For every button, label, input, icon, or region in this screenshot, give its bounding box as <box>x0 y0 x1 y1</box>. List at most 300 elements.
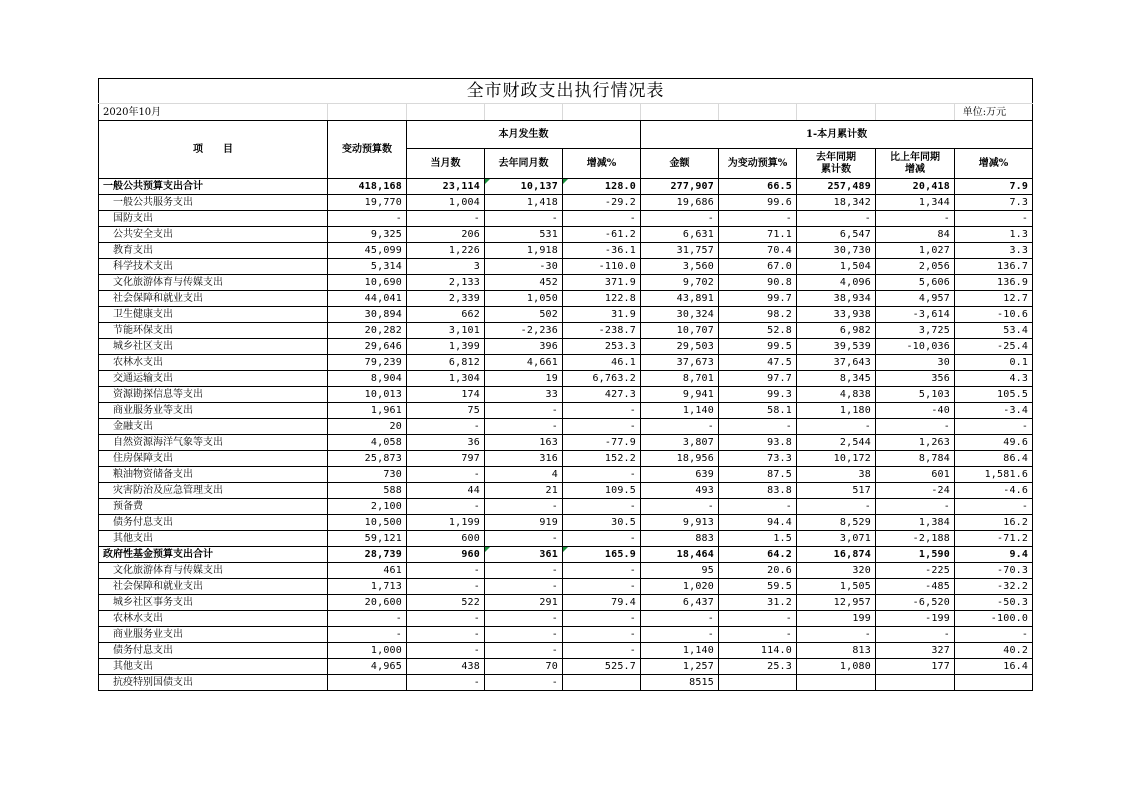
cell-value: - <box>719 627 797 643</box>
cell-value: 371.9 <box>563 275 641 291</box>
cell-value: 883 <box>641 531 719 547</box>
table-row <box>99 419 1033 435</box>
unit-label: 单位:万元 <box>955 104 1033 121</box>
cell-value: 461 <box>328 563 407 579</box>
cell-value: 1,504 <box>797 259 876 275</box>
cell-value: 20,600 <box>328 595 407 611</box>
cell-value: 601 <box>876 467 955 483</box>
cell-value: - <box>328 211 407 227</box>
table-row <box>99 483 1033 499</box>
cell-value: 94.4 <box>719 515 797 531</box>
cell-value: 438 <box>407 659 485 675</box>
cell-value: 30,730 <box>797 243 876 259</box>
cell-value: 4,957 <box>876 291 955 307</box>
cell-value: 66.5 <box>719 179 797 195</box>
cell-value: 16,874 <box>797 547 876 563</box>
cell-value: 10,137 <box>485 179 563 195</box>
cell-value: 19,686 <box>641 195 719 211</box>
cell-value: 639 <box>641 467 719 483</box>
cell-value: 1,918 <box>485 243 563 259</box>
cell-value: - <box>797 419 876 435</box>
cell-value: -238.7 <box>563 323 641 339</box>
cell-value: 43,891 <box>641 291 719 307</box>
cell-value: 12.7 <box>955 291 1033 307</box>
cell-value: -2,236 <box>485 323 563 339</box>
row-label: 一般公共预算支出合计 <box>99 179 328 195</box>
cell-value: 174 <box>407 387 485 403</box>
cell-value: - <box>641 211 719 227</box>
cell-value: 502 <box>485 307 563 323</box>
table-row <box>99 611 1033 627</box>
cell-value: - <box>485 531 563 547</box>
table-row <box>99 595 1033 611</box>
cell-value: 18,342 <box>797 195 876 211</box>
cell-value: 86.4 <box>955 451 1033 467</box>
table-row <box>99 659 1033 675</box>
cell-value: 38 <box>797 467 876 483</box>
row-label: 其他支出 <box>99 531 328 547</box>
cell-value: -199 <box>876 611 955 627</box>
cell-value: 427.3 <box>563 387 641 403</box>
cell-value: 6,982 <box>797 323 876 339</box>
cell-value: 20,418 <box>876 179 955 195</box>
cell-value: -25.4 <box>955 339 1033 355</box>
cell-value: -100.0 <box>955 611 1033 627</box>
header-month-last-year: 去年同月数 <box>485 149 563 179</box>
cell-value: 257,489 <box>797 179 876 195</box>
row-label: 其他支出 <box>99 659 328 675</box>
cell-value <box>955 675 1033 691</box>
cell-value: - <box>328 611 407 627</box>
row-label: 文化旅游体育与传媒支出 <box>99 563 328 579</box>
row-label: 国防支出 <box>99 211 328 227</box>
cell-value: - <box>485 403 563 419</box>
table-total-row <box>99 547 1033 563</box>
cell-value: 30,894 <box>328 307 407 323</box>
cell-value: 25,873 <box>328 451 407 467</box>
header-budget: 变动预算数 <box>328 121 407 179</box>
cell-value: -3.4 <box>955 403 1033 419</box>
cell-value: 44 <box>407 483 485 499</box>
header-item: 项 目 <box>99 121 328 179</box>
cell-value: 31.9 <box>563 307 641 323</box>
cell-value: 1,050 <box>485 291 563 307</box>
cell-value: 136.7 <box>955 259 1033 275</box>
cell-value: -77.9 <box>563 435 641 451</box>
row-label: 金融支出 <box>99 419 328 435</box>
cell-value: - <box>485 675 563 691</box>
cell-value: 98.2 <box>719 307 797 323</box>
cell-value: 83.8 <box>719 483 797 499</box>
cell-value: 93.8 <box>719 435 797 451</box>
cell-value: 662 <box>407 307 485 323</box>
cell-value: 2,544 <box>797 435 876 451</box>
cell-value: - <box>485 563 563 579</box>
table-row <box>99 451 1033 467</box>
cell-value: 40.2 <box>955 643 1033 659</box>
cell-value: -225 <box>876 563 955 579</box>
cell-value: 28,739 <box>328 547 407 563</box>
cell-value: 316 <box>485 451 563 467</box>
header-cum-diff: 比上年同期 增减 <box>876 149 955 179</box>
cell-value: 7.3 <box>955 195 1033 211</box>
cell-value: 6,812 <box>407 355 485 371</box>
row-label: 交通运输支出 <box>99 371 328 387</box>
cell-value: - <box>485 419 563 435</box>
cell-value: - <box>485 499 563 515</box>
row-label: 灾害防治及应急管理支出 <box>99 483 328 499</box>
cell-value: - <box>407 499 485 515</box>
table-row <box>99 627 1033 643</box>
row-label: 资源勘探信息等支出 <box>99 387 328 403</box>
cell-value: 53.4 <box>955 323 1033 339</box>
cell-value: 49.6 <box>955 435 1033 451</box>
cell-value: - <box>485 611 563 627</box>
cell-value: 277,907 <box>641 179 719 195</box>
cell-value: 36 <box>407 435 485 451</box>
cell-value: - <box>407 563 485 579</box>
cell-value: 87.5 <box>719 467 797 483</box>
cell-value: 58.1 <box>719 403 797 419</box>
cell-value: 253.3 <box>563 339 641 355</box>
table-row <box>99 275 1033 291</box>
cell-value: 327 <box>876 643 955 659</box>
row-label: 节能环保支出 <box>99 323 328 339</box>
table-row <box>99 307 1033 323</box>
row-label: 住房保障支出 <box>99 451 328 467</box>
cell-value: 44,041 <box>328 291 407 307</box>
row-label: 城乡社区事务支出 <box>99 595 328 611</box>
cell-value: 10,690 <box>328 275 407 291</box>
cell-value: -70.3 <box>955 563 1033 579</box>
cell-value: 199 <box>797 611 876 627</box>
table-row <box>99 675 1033 691</box>
cell-value: 19,770 <box>328 195 407 211</box>
cell-value: -61.2 <box>563 227 641 243</box>
cell-value: 2,056 <box>876 259 955 275</box>
cell-value: 20,282 <box>328 323 407 339</box>
cell-value: 1,713 <box>328 579 407 595</box>
table-row <box>99 387 1033 403</box>
cell-value: 73.3 <box>719 451 797 467</box>
row-label: 一般公共服务支出 <box>99 195 328 211</box>
cell-value: 525.7 <box>563 659 641 675</box>
cell-value: 30.5 <box>563 515 641 531</box>
cell-value: 84 <box>876 227 955 243</box>
cell-value: 3.3 <box>955 243 1033 259</box>
table-row <box>99 499 1033 515</box>
cell-value: - <box>641 611 719 627</box>
cell-value: - <box>485 579 563 595</box>
cell-value: 8,784 <box>876 451 955 467</box>
cell-value: 5,606 <box>876 275 955 291</box>
cell-value: - <box>563 643 641 659</box>
cell-value: 12,957 <box>797 595 876 611</box>
cell-value: 4,058 <box>328 435 407 451</box>
cell-value: 4,965 <box>328 659 407 675</box>
cell-value: 29,646 <box>328 339 407 355</box>
cell-value: - <box>485 643 563 659</box>
cell-value: 19 <box>485 371 563 387</box>
cell-value: 0.1 <box>955 355 1033 371</box>
table-row <box>99 563 1033 579</box>
cell-value: - <box>563 627 641 643</box>
cell-value: 20.6 <box>719 563 797 579</box>
cell-value: - <box>876 627 955 643</box>
cell-value: 4 <box>485 467 563 483</box>
cell-value: - <box>955 211 1033 227</box>
header-month-change: 增减% <box>563 149 641 179</box>
header-cum-last-year: 去年同期 累计数 <box>797 149 876 179</box>
cell-value: 356 <box>876 371 955 387</box>
cell-value <box>876 675 955 691</box>
cell-value: 600 <box>407 531 485 547</box>
cell-value: 21 <box>485 483 563 499</box>
cell-value: 3,807 <box>641 435 719 451</box>
cell-value: - <box>719 611 797 627</box>
cell-value: 522 <box>407 595 485 611</box>
cell-value: 75 <box>407 403 485 419</box>
cell-value: - <box>955 627 1033 643</box>
cell-value: -29.2 <box>563 195 641 211</box>
cell-value: 9,941 <box>641 387 719 403</box>
cell-value: - <box>407 643 485 659</box>
header-cum-amount: 金额 <box>641 149 719 179</box>
cell-value: 1,961 <box>328 403 407 419</box>
cell-value: - <box>407 419 485 435</box>
cell-value: 1,581.6 <box>955 467 1033 483</box>
cell-value <box>797 675 876 691</box>
row-label: 预备费 <box>99 499 328 515</box>
cell-value: - <box>719 499 797 515</box>
cell-value: 396 <box>485 339 563 355</box>
cell-value: - <box>407 611 485 627</box>
cell-value: 33,938 <box>797 307 876 323</box>
cell-value: 9,702 <box>641 275 719 291</box>
cell-value: 6,547 <box>797 227 876 243</box>
cell-value: 10,172 <box>797 451 876 467</box>
cell-value: - <box>563 211 641 227</box>
cell-value: 8,529 <box>797 515 876 531</box>
cell-value: 1,000 <box>328 643 407 659</box>
cell-value: 18,956 <box>641 451 719 467</box>
table-row <box>99 403 1033 419</box>
table-row <box>99 323 1033 339</box>
cell-value: 128.0 <box>563 179 641 195</box>
cell-value: 20 <box>328 419 407 435</box>
cell-value: - <box>719 419 797 435</box>
cell-value: 47.5 <box>719 355 797 371</box>
expenditure-table <box>98 78 1033 691</box>
row-label: 社会保障和就业支出 <box>99 579 328 595</box>
cell-value: - <box>955 499 1033 515</box>
cell-value: -2,188 <box>876 531 955 547</box>
cell-value: 1,257 <box>641 659 719 675</box>
cell-value: 31.2 <box>719 595 797 611</box>
cell-value: 9,913 <box>641 515 719 531</box>
cell-value: -32.2 <box>955 579 1033 595</box>
cell-value: -6,520 <box>876 595 955 611</box>
cell-value: 2,133 <box>407 275 485 291</box>
table-row <box>99 259 1033 275</box>
cell-value: 59,121 <box>328 531 407 547</box>
cell-value: - <box>797 627 876 643</box>
cell-value: 1,180 <box>797 403 876 419</box>
cell-value: 2,339 <box>407 291 485 307</box>
header-cum-pct-budget: 为变动预算% <box>719 149 797 179</box>
cell-value: 10,707 <box>641 323 719 339</box>
row-label: 城乡社区支出 <box>99 339 328 355</box>
cell-value <box>563 675 641 691</box>
cell-value: -71.2 <box>955 531 1033 547</box>
cell-value: 1,004 <box>407 195 485 211</box>
cell-value: 39,539 <box>797 339 876 355</box>
cell-value: 1.3 <box>955 227 1033 243</box>
cell-value: -10,036 <box>876 339 955 355</box>
cell-value: - <box>563 611 641 627</box>
cell-value: 23,114 <box>407 179 485 195</box>
cell-value: 1,263 <box>876 435 955 451</box>
cell-value: 109.5 <box>563 483 641 499</box>
cell-value: - <box>876 419 955 435</box>
table-row <box>99 339 1033 355</box>
cell-value: 1.5 <box>719 531 797 547</box>
cell-value: 1,418 <box>485 195 563 211</box>
table-row <box>99 291 1033 307</box>
cell-value: 588 <box>328 483 407 499</box>
cell-value: 6,763.2 <box>563 371 641 387</box>
cell-value: 10,013 <box>328 387 407 403</box>
row-label: 债务付息支出 <box>99 643 328 659</box>
cell-value: - <box>563 403 641 419</box>
cell-value: 64.2 <box>719 547 797 563</box>
cell-value: 1,590 <box>876 547 955 563</box>
cell-value: 67.0 <box>719 259 797 275</box>
cell-value: - <box>407 627 485 643</box>
cell-value: -4.6 <box>955 483 1033 499</box>
cell-value: 1,505 <box>797 579 876 595</box>
cell-value: 1,020 <box>641 579 719 595</box>
cell-value: 99.7 <box>719 291 797 307</box>
cell-value: - <box>876 211 955 227</box>
cell-value: -50.3 <box>955 595 1033 611</box>
cell-value: 4,096 <box>797 275 876 291</box>
cell-value: 8,345 <box>797 371 876 387</box>
cell-value: 1,384 <box>876 515 955 531</box>
cell-value: - <box>563 419 641 435</box>
cell-value: 90.8 <box>719 275 797 291</box>
cell-value: 1,027 <box>876 243 955 259</box>
cell-value: 1,080 <box>797 659 876 675</box>
cell-value: 95 <box>641 563 719 579</box>
cell-value: 114.0 <box>719 643 797 659</box>
cell-value: 4.3 <box>955 371 1033 387</box>
cell-value: 37,673 <box>641 355 719 371</box>
cell-value: 33 <box>485 387 563 403</box>
row-label: 科学技术支出 <box>99 259 328 275</box>
table-row <box>99 531 1033 547</box>
cell-value: 1,226 <box>407 243 485 259</box>
cell-value: 517 <box>797 483 876 499</box>
header-cum-change: 增减% <box>955 149 1033 179</box>
cell-value: - <box>719 211 797 227</box>
cell-value: 5,103 <box>876 387 955 403</box>
table-row <box>99 211 1033 227</box>
cell-value: -40 <box>876 403 955 419</box>
cell-value: 16.4 <box>955 659 1033 675</box>
cell-value: - <box>407 467 485 483</box>
cell-value: - <box>955 419 1033 435</box>
cell-value: 46.1 <box>563 355 641 371</box>
cell-value: 152.2 <box>563 451 641 467</box>
row-label: 教育支出 <box>99 243 328 259</box>
cell-value: 99.3 <box>719 387 797 403</box>
header-month-group: 本月发生数 <box>407 121 641 149</box>
cell-value: 37,643 <box>797 355 876 371</box>
cell-value: - <box>641 419 719 435</box>
row-label: 自然资源海洋气象等支出 <box>99 435 328 451</box>
cell-value: 960 <box>407 547 485 563</box>
cell-value: - <box>876 499 955 515</box>
cell-value: 8,904 <box>328 371 407 387</box>
cell-value: - <box>641 499 719 515</box>
cell-value: -10.6 <box>955 307 1033 323</box>
row-label: 商业服务业支出 <box>99 627 328 643</box>
row-label: 农林水支出 <box>99 355 328 371</box>
cell-value: - <box>328 627 407 643</box>
cell-value: 452 <box>485 275 563 291</box>
cell-value: 52.8 <box>719 323 797 339</box>
cell-value: - <box>407 675 485 691</box>
cell-value: 206 <box>407 227 485 243</box>
cell-value: 70 <box>485 659 563 675</box>
cell-value: - <box>563 531 641 547</box>
cell-value: - <box>407 211 485 227</box>
cell-value: 25.3 <box>719 659 797 675</box>
cell-value: 29,503 <box>641 339 719 355</box>
cell-value: 105.5 <box>955 387 1033 403</box>
header-cumulative-group: 1-本月累计数 <box>641 121 1033 149</box>
cell-value: 5,314 <box>328 259 407 275</box>
cell-value: 1,199 <box>407 515 485 531</box>
cell-value: - <box>563 499 641 515</box>
table-total-row <box>99 179 1033 195</box>
cell-value: -30 <box>485 259 563 275</box>
cell-value: 79.4 <box>563 595 641 611</box>
cell-value: - <box>641 627 719 643</box>
table-row <box>99 579 1033 595</box>
report-date: 2020年10月 <box>99 104 328 121</box>
cell-value: 1,399 <box>407 339 485 355</box>
cell-value: 99.6 <box>719 195 797 211</box>
cell-value: - <box>797 499 876 515</box>
cell-value: 2,100 <box>328 499 407 515</box>
cell-value: 6,631 <box>641 227 719 243</box>
cell-value: 797 <box>407 451 485 467</box>
cell-value: 3,725 <box>876 323 955 339</box>
cell-value: 16.2 <box>955 515 1033 531</box>
cell-value: 71.1 <box>719 227 797 243</box>
page-title: 全市财政支出执行情况表 <box>99 79 1033 104</box>
cell-value: 177 <box>876 659 955 675</box>
table-row <box>99 355 1033 371</box>
cell-value: -110.0 <box>563 259 641 275</box>
table-row <box>99 467 1033 483</box>
row-label: 政府性基金预算支出合计 <box>99 547 328 563</box>
cell-value: 418,168 <box>328 179 407 195</box>
table-row <box>99 243 1033 259</box>
cell-value: 730 <box>328 467 407 483</box>
